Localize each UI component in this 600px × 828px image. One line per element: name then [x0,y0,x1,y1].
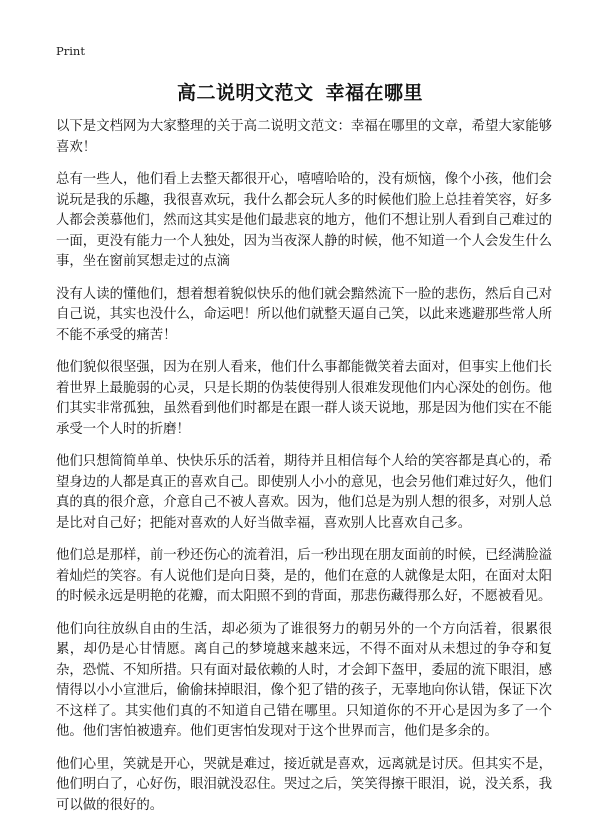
article-body [56,117,552,828]
article-paragraph: 没有人读的懂他们，想着想着貌似快乐的他们就会黯然流下一脸的悲伤，然后自己对自己说，其实也没什么，命运吧！所以他们就整天逼自己笑，以此来逃避那些常人所不能不承受的痛苦！ [56,286,552,343]
article-paragraph: 他们心里，笑就是开心，哭就是难过，接近就是喜欢，远离就是讨厌。但其实不是，他们明白了，心好伤，眼泪就没忍住。哭过之后，笑笑得擦干眼泪，说，没关系，我可以做的很好的。 [56,756,552,813]
article-paragraph: 他们只想简简单单、快快乐乐的活着，期待并且相信每个人给的笑容都是真心的，希望身边的人都是真正的喜欢自己。即使别人小小的意见，也会另他们难过好久，他们真的真的很介意，介意自己不被人喜欢。因为，他们总是为别人想的很多，对别人总是比对自己好；把能对喜欢的人好当做幸福，喜欢别人比喜欢自己多。 [56,454,552,531]
article-paragraph: 他们总是那样，前一秒还伤心的流着泪，后一秒出现在朋友面前的时候，已经满脸溢着灿烂的笑容。有人说他们是向日葵，是的，他们在意的人就像是太阳，在面对太阳的时候永远是明艳的花瓣，而太阳照不到的背面，那悲伤藏得那么好，不愿被看见。 [56,548,552,604]
article-paragraph: 他们向往放纵自由的生活，却必须为了谁很努力的朝另外的一个方向活着，很累很累，却仍是心甘情愿。离自己的梦境越来越来远，不得不面对从未想过的争夺和复杂，恐慌、不知所措。只有面对最依赖的人时，才会卸下盔甲，委屈的流下眼泪，感情得以小小宣泄后，偷偷抹掉眼泪，像个犯了错的孩子，无辜地向你认错，保证下次不这样了。其实他们真的不知道自己错在哪里。只知道你的不开心是因为多了一个他。他们害怕被遗弃。他们更害怕发现对于这个世界而言，他们是多余的。 [56,621,552,739]
article-paragraph-intro: 以下是文档网为大家整理的关于高二说明文范文：幸福在哪里的文章，希望大家能够喜欢！ [56,119,552,155]
page-title [0,78,600,105]
title-sub: 幸福在哪里 [325,82,424,104]
article-paragraph: 他们貌似很坚强，因为在别人看来，他们什么事都能微笑着去面对，但事实上他们长着世界上最脆弱的心灵，只是长期的伪装使得别人很难发现他们内心深处的创伤。他们其实非常孤独，虽然看到他们时都是在跟一群人谈天说地，那是因为他们实在不能承受一个人时的折磨！ [56,360,552,437]
title-main: 高二说明文范文 [176,82,314,104]
article-paragraph: 总有一些人，他们看上去整天都很开心，嘻嘻哈哈的，没有烦恼，像个小孩，他们会说玩是我的乐趣，我很喜欢玩，我什么都会玩人多的时候他们脸上总挂着笑容，好多人都会羡慕他们，然而这其实是他们最悲哀的地方，他们不想让别人看到自己难过的一面，更没有能力一个人独处，因为当夜深人静的时候，他不知道一个人会发生什么事，坐在窗前冥想走过的点滴 [56,172,552,269]
print-link[interactable]: Print [56,44,85,58]
